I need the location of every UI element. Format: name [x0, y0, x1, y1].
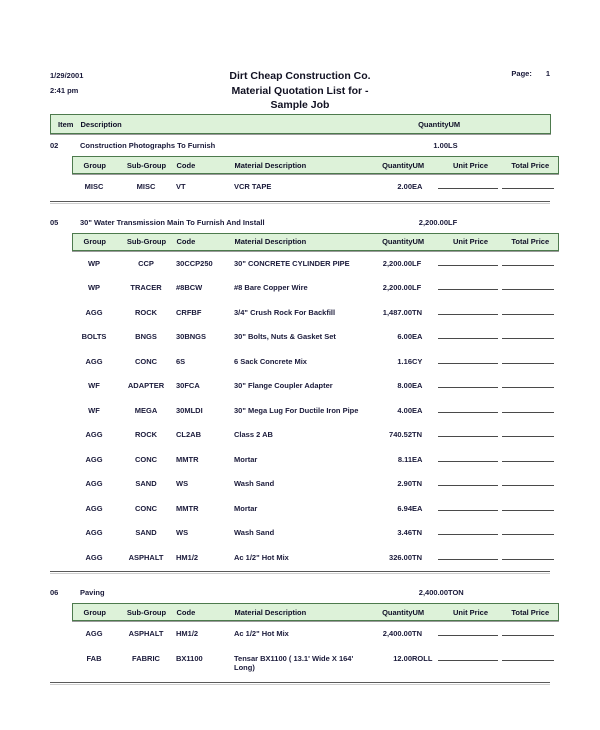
unit-price-blank[interactable] [438, 188, 498, 189]
col-header-description: Description [80, 119, 122, 129]
cell-um: TN [412, 307, 422, 317]
total-price-blank[interactable] [502, 338, 554, 339]
cell-quantity: 2.00 [397, 182, 412, 191]
item-um: LS [448, 141, 458, 150]
cell-group: AGG [85, 629, 103, 638]
col-header-sub-group: Sub-Group [126, 160, 167, 170]
table-row [72, 447, 558, 472]
col-header-group: Group [83, 607, 106, 617]
item-description: 30" Water Transmission Main To Furnish And Install [80, 217, 265, 227]
item-description: Paving [80, 588, 105, 597]
detail-rows-body [72, 251, 558, 570]
cell-quantity: 1,487.00 [382, 307, 412, 317]
cell-material-description: Wash Sand [234, 479, 275, 488]
cell-unit-price[interactable] [438, 251, 502, 276]
table-row [72, 520, 558, 545]
page-number-value: 1 [545, 69, 550, 78]
cell-unit-price[interactable] [438, 349, 502, 374]
cell-code: 30MLDI [176, 405, 203, 415]
cell-sub-group: ADAPTER [127, 381, 165, 390]
cell-code: CRFBF [176, 307, 202, 317]
print-time: 2:41 pm [50, 86, 79, 95]
table-row [72, 349, 558, 374]
detail-rows-table [72, 174, 558, 199]
cell-um: TN [412, 479, 422, 488]
section-divider [50, 682, 550, 683]
item-summary-table [50, 134, 550, 156]
cell-um: EA [412, 503, 423, 513]
cell-total-price[interactable] [502, 174, 558, 199]
report-sheet [50, 68, 550, 692]
cell-material-description: 6 Sack Concrete Mix [234, 356, 307, 366]
unit-price-blank[interactable] [438, 314, 498, 315]
print-stamp [50, 68, 83, 98]
table-row [72, 300, 558, 325]
cell-sub-group: SAND [135, 479, 157, 488]
cell-unit-price[interactable] [438, 471, 502, 496]
table-row [72, 373, 558, 398]
quotation-section [50, 211, 550, 582]
item-row [50, 211, 550, 233]
cell-group: AGG [85, 356, 103, 366]
cell-code: 6S [176, 356, 186, 366]
item-code: 05 [50, 217, 59, 227]
cell-material-description: Mortar [234, 503, 258, 513]
table-row [72, 275, 558, 300]
col-header-um: UM [412, 160, 425, 170]
col-header-total-price: Total Price [511, 237, 550, 246]
cell-quantity: 8.11 [397, 454, 412, 464]
cell-code: BX1100 [176, 653, 203, 663]
col-header-sub-group: Sub-Group [126, 237, 167, 246]
cell-unit-price[interactable] [438, 300, 502, 325]
cell-um: EA [412, 381, 423, 390]
total-price-blank[interactable] [502, 461, 554, 462]
cell-quantity: 326.00 [389, 552, 412, 562]
total-price-blank[interactable] [502, 635, 554, 636]
unit-price-blank[interactable] [438, 534, 498, 535]
unit-price-blank[interactable] [438, 412, 498, 413]
detail-rows-table [72, 621, 558, 680]
job-name: Sample Job [270, 99, 330, 111]
cell-sub-group: CONC [134, 503, 158, 513]
unit-price-blank[interactable] [438, 387, 498, 388]
section-spacer [50, 574, 550, 581]
table-row [72, 251, 558, 276]
page-number-block [511, 69, 550, 78]
table-header-row [73, 233, 559, 250]
section-spacer [50, 685, 550, 692]
col-header-group: Group [83, 237, 106, 246]
cell-code: CL2AB [176, 430, 202, 439]
total-price-blank[interactable] [502, 534, 554, 535]
item-quantity: 2,200.00 [418, 217, 448, 227]
cell-code: WS [176, 479, 189, 488]
cell-um: TN [412, 629, 422, 638]
total-price-blank[interactable] [502, 188, 554, 189]
cell-um: TN [412, 430, 422, 439]
total-price-blank[interactable] [502, 436, 554, 437]
cell-total-price[interactable] [502, 520, 558, 545]
cell-unit-price[interactable] [438, 545, 502, 570]
cell-group: AGG [85, 552, 103, 562]
cell-total-price[interactable] [502, 621, 558, 646]
cell-unit-price[interactable] [438, 174, 502, 199]
table-row [72, 496, 558, 521]
col-header-material-description: Material Description [234, 160, 307, 170]
cell-code: 30BNGS [176, 332, 207, 341]
report-header [50, 68, 550, 114]
col-header-item: Item [58, 119, 74, 129]
table-header-row [51, 115, 551, 134]
cell-quantity: 4.00 [397, 405, 412, 415]
item-description: Construction Photographs To Furnish [80, 141, 216, 150]
table-row [72, 471, 558, 496]
table-row [72, 621, 558, 646]
item-code: 02 [50, 141, 59, 150]
cell-unit-price[interactable] [438, 398, 502, 423]
cell-quantity: 8.00 [397, 381, 412, 390]
unit-price-blank[interactable] [438, 559, 498, 560]
col-header-unit-price: Unit Price [452, 237, 488, 246]
cell-total-price[interactable] [502, 373, 558, 398]
cell-total-price[interactable] [502, 422, 558, 447]
cell-quantity: 3.46 [397, 528, 412, 537]
cell-group: AGG [85, 307, 103, 317]
cell-group: WF [88, 381, 100, 390]
total-price-blank[interactable] [502, 485, 554, 486]
print-date: 1/29/2001 [50, 71, 84, 80]
col-header-unit-price: Unit Price [452, 160, 488, 170]
cell-quantity: 2,400.00 [382, 629, 412, 638]
col-header-sub-group: Sub-Group [126, 607, 167, 617]
item-um: LF [448, 217, 458, 227]
col-header-code: Code [176, 160, 196, 170]
cell-material-description: Ac 1/2" Hot Mix [234, 629, 289, 638]
cell-total-price[interactable] [502, 300, 558, 325]
cell-group: AGG [85, 528, 103, 537]
total-price-blank[interactable] [502, 660, 554, 661]
col-header-quantity: Quantity [382, 237, 413, 246]
cell-material-description: VCR TAPE [234, 182, 272, 191]
cell-total-price[interactable] [502, 251, 558, 276]
cell-code: 30FCA [176, 381, 200, 390]
section-divider [50, 201, 550, 202]
col-header-quantity: Quantity [382, 607, 413, 617]
cell-group: WP [87, 258, 101, 268]
cell-um: LF [412, 283, 422, 292]
item-quantity: 1.00 [433, 141, 448, 150]
item-row [50, 581, 550, 603]
cell-material-description: Wash Sand [234, 528, 275, 537]
total-price-blank[interactable] [502, 387, 554, 388]
unit-price-blank[interactable] [438, 510, 498, 511]
col-header-code: Code [176, 607, 196, 617]
cell-quantity: 6.94 [397, 503, 412, 513]
cell-code: WS [176, 528, 189, 537]
unit-price-blank[interactable] [438, 436, 498, 437]
col-header-um: UM [412, 237, 425, 246]
detail-block [50, 233, 550, 570]
col-header-code: Code [176, 237, 196, 246]
sections-container [50, 134, 550, 692]
cell-sub-group: ROCK [134, 430, 158, 439]
cell-total-price[interactable] [502, 349, 558, 374]
cell-material-description: 3/4" Crush Rock For Backfill [234, 307, 336, 317]
cell-sub-group: CCP [138, 258, 154, 268]
item-quantity: 2,400.00 [418, 588, 448, 597]
cell-sub-group: FABRIC [132, 653, 160, 663]
col-header-pad [221, 115, 401, 134]
cell-unit-price[interactable] [438, 275, 502, 300]
cell-group: MISC [84, 182, 104, 191]
cell-sub-group: CONC [134, 356, 158, 366]
item-um: TON [448, 588, 464, 597]
cell-sub-group: ASPHALT [128, 552, 164, 562]
cell-quantity: 1.16 [397, 356, 412, 366]
cell-unit-price[interactable] [438, 373, 502, 398]
cell-material-description: Ac 1/2" Hot Mix [234, 552, 289, 562]
cell-total-price[interactable] [502, 646, 558, 680]
unit-price-blank[interactable] [438, 265, 498, 266]
cell-sub-group: ROCK [134, 307, 158, 317]
total-price-blank[interactable] [502, 412, 554, 413]
cell-um: TN [412, 528, 422, 537]
cell-material-description: Mortar [234, 454, 258, 464]
table-row [72, 545, 558, 570]
item-summary-table [50, 581, 550, 603]
cell-group: AGG [85, 503, 103, 513]
cell-material-description: Class 2 AB [234, 430, 273, 439]
table-header-row [73, 604, 559, 621]
cell-unit-price[interactable] [438, 520, 502, 545]
cell-sub-group: CONC [134, 454, 158, 464]
detail-rows-table [72, 251, 558, 570]
cell-um: LF [412, 258, 422, 268]
detail-rows-body [72, 621, 558, 680]
cell-total-price[interactable] [502, 471, 558, 496]
cell-material-description: 30" Mega Lug For Ductile Iron Pipe [234, 405, 359, 415]
cell-quantity: 740.52 [389, 430, 412, 439]
cell-sub-group: ASPHALT [128, 629, 164, 638]
cell-group: WP [87, 283, 101, 292]
cell-code: HM1/2 [176, 629, 199, 638]
col-header-group: Group [83, 160, 106, 170]
cell-quantity: 2.90 [397, 479, 412, 488]
cell-um: EA [412, 454, 423, 464]
cell-total-price[interactable] [502, 496, 558, 521]
cell-sub-group: MISC [136, 182, 156, 191]
col-header-material-description: Material Description [234, 607, 307, 617]
cell-um: TN [412, 552, 422, 562]
cell-um: EA [412, 405, 423, 415]
page-title [50, 68, 550, 113]
unit-price-blank[interactable] [438, 485, 498, 486]
col-header-um: UM [412, 607, 425, 617]
cell-quantity: 12.00 [393, 653, 412, 663]
cell-group: AGG [85, 430, 103, 439]
cell-sub-group: MEGA [134, 405, 158, 415]
cell-unit-price[interactable] [438, 646, 502, 680]
cell-unit-price[interactable] [438, 447, 502, 472]
item-summary-table [50, 211, 550, 233]
cell-unit-price[interactable] [438, 324, 502, 349]
quotation-section [50, 134, 550, 211]
total-price-blank[interactable] [502, 265, 554, 266]
total-price-blank[interactable] [502, 314, 554, 315]
cell-material-description: 30" Bolts, Nuts & Gasket Set [234, 332, 336, 341]
cell-code: HM1/2 [176, 552, 199, 562]
cell-material-description: 30" Flange Coupler Adapter [234, 381, 333, 390]
cell-code: MMTR [176, 454, 199, 464]
cell-material-description: Tensar BX1100 ( 13.1' Wide X 164' Long) [234, 653, 354, 672]
section-divider [50, 571, 550, 572]
col-header-total-price: Total Price [511, 160, 550, 170]
total-price-blank[interactable] [502, 559, 554, 560]
cell-total-price[interactable] [502, 447, 558, 472]
unit-price-blank[interactable] [438, 338, 498, 339]
main-column-header [50, 114, 551, 134]
detail-block [50, 603, 550, 680]
cell-group: AGG [85, 454, 103, 464]
detail-block [50, 156, 550, 199]
detail-rows-body [72, 174, 558, 199]
cell-um: EA [412, 332, 423, 341]
cell-um: ROLL [412, 653, 433, 663]
unit-price-blank[interactable] [438, 363, 498, 364]
cell-code: #8BCW [176, 283, 203, 292]
total-price-blank[interactable] [502, 289, 554, 290]
cell-material-description: #8 Bare Copper Wire [234, 283, 308, 292]
col-header-unit-price: Unit Price [452, 607, 488, 617]
quotation-section [50, 581, 550, 692]
cell-code: VT [176, 182, 186, 191]
cell-quantity: 6.00 [397, 332, 412, 341]
cell-quantity: 2,200.00 [382, 258, 412, 268]
cell-group: FAB [86, 653, 102, 663]
cell-group: BOLTS [81, 332, 107, 341]
detail-column-header [72, 233, 559, 251]
cell-group: WF [88, 405, 100, 415]
detail-column-header [72, 603, 559, 621]
cell-sub-group: TRACER [130, 283, 162, 292]
unit-price-blank[interactable] [438, 635, 498, 636]
cell-um: EA [412, 182, 423, 191]
table-row [72, 174, 558, 199]
table-header-row [73, 157, 559, 174]
cell-sub-group: SAND [135, 528, 157, 537]
table-row [72, 422, 558, 447]
cell-group: AGG [85, 479, 103, 488]
page-label: Page: [511, 69, 532, 78]
cell-code: MMTR [176, 503, 199, 513]
cell-unit-price[interactable] [438, 496, 502, 521]
cell-um: CY [412, 356, 423, 366]
unit-price-blank[interactable] [438, 289, 498, 290]
item-row [50, 134, 550, 156]
col-header-total-price: Total Price [511, 607, 550, 617]
col-header-quantity: Quantity [418, 119, 449, 129]
cell-total-price[interactable] [502, 398, 558, 423]
cell-unit-price[interactable] [438, 621, 502, 646]
cell-code: 30CCP250 [176, 258, 213, 268]
company-name: Dirt Cheap Construction Co. [229, 70, 371, 82]
total-price-blank[interactable] [502, 510, 554, 511]
col-header-um: UM [448, 119, 461, 129]
unit-price-blank[interactable] [438, 461, 498, 462]
unit-price-blank[interactable] [438, 660, 498, 661]
cell-total-price[interactable] [502, 324, 558, 349]
report-name: Material Quotation List for - [231, 84, 369, 97]
col-header-quantity: Quantity [382, 160, 413, 170]
table-row [72, 646, 558, 680]
cell-quantity: 2,200.00 [382, 283, 412, 292]
table-row [72, 324, 558, 349]
detail-column-header [72, 156, 559, 174]
cell-total-price[interactable] [502, 545, 558, 570]
cell-unit-price[interactable] [438, 422, 502, 447]
item-code: 06 [50, 588, 59, 597]
col-header-material-description: Material Description [234, 237, 307, 246]
cell-material-description: 30" CONCRETE CYLINDER PIPE [234, 258, 350, 268]
cell-sub-group: BNGS [135, 332, 157, 341]
section-spacer [50, 204, 550, 211]
table-row [72, 398, 558, 423]
cell-total-price[interactable] [502, 275, 558, 300]
total-price-blank[interactable] [502, 363, 554, 364]
